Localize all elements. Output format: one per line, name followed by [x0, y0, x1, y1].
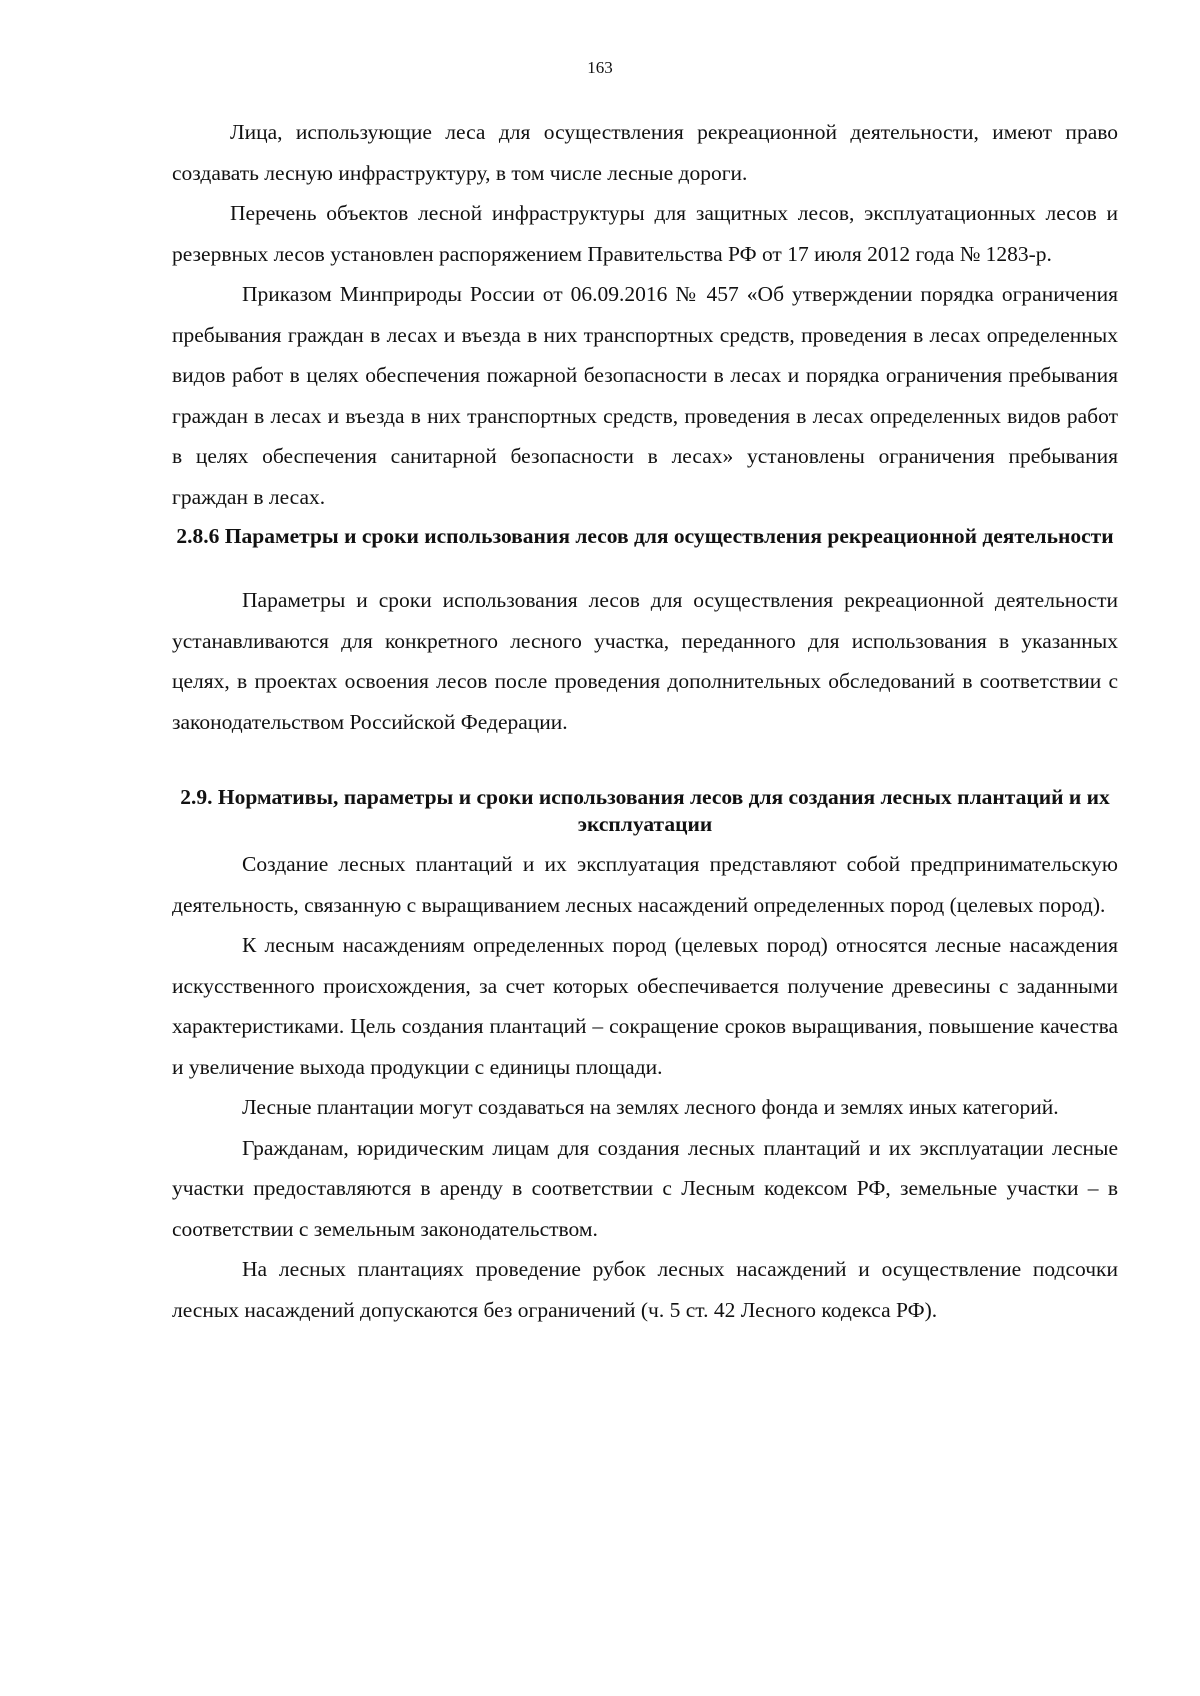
paragraph-felling-tapping: На лесных плантациях проведение рубок лесных насаждений и осуществление подсочки лесных насаждений допускаются без ограничений (ч. 5 ст. 42 Лесного кодекса РФ).	[172, 1257, 1118, 1322]
paragraph-target-species: К лесным насаждениям определенных пород (целевых пород) относятся лесные насаждения искусственного происхождения, за счет которых обеспечивается получение древесины с заданными характеристиками. Цель создания плантаций – сокращение сроков выращивания, повышение качества и увеличение выхода продукции с единицы площади.	[172, 933, 1118, 1079]
paragraph-lease-provision: Гражданам, юридическим лицам для создания лесных плантаций и их эксплуатации лесные участки предоставляются в аренду в соответствии с Лесным кодексом РФ, земельные участки – в соответствии с земельным законодательством.	[172, 1135, 1118, 1241]
paragraph-plantation-lands: Лесные плантации могут создаваться на землях лесного фонда и землях иных категорий.	[242, 1095, 1059, 1119]
paragraph-infrastructure-list: Перечень объектов лесной инфраструктуры для защитных лесов, эксплуатационных лесов и резервных лесов установлен распоряжением Правительства РФ от 17 июля 2012 года № 1283-р.	[172, 201, 1118, 266]
section-heading-2-9: 2.9. Нормативы, параметры и сроки использования лесов для создания лесных плантаций и их эксплуатации	[180, 785, 1110, 836]
section-heading-2-8-6: 2.8.6 Параметры и сроки использования лесов для осуществления рекреационной деятельности	[176, 524, 1114, 548]
paragraph-plantations-business: Создание лесных плантаций и их эксплуатация представляют собой предпринимательскую деятельность, связанную с выращиванием лесных насаждений определенных пород (целевых пород).	[172, 852, 1118, 917]
page-number: 163	[587, 58, 613, 77]
paragraph-recreation-parameters: Параметры и сроки использования лесов для осуществления рекреационной деятельности устанавливаются для конкретного лесного участка, переданного для использования в указанных целях, в проектах освоения лесов после проведения дополнительных обследований в соответствии с законодательством Российской Федерации.	[172, 588, 1118, 734]
page-body	[172, 112, 1118, 1330]
paragraph-minprirody-order: Приказом Минприроды России от 06.09.2016 № 457 «Об утверждении порядка ограничения пребывания граждан в лесах и въезда в них транспортных средств, проведения в лесах определенных видов работ в целях обеспечения пожарной безопасности в лесах и порядка ограничения пребывания граждан в лесах и въезда в них транспортных средств, проведения в лесах определенных видов работ в целях обеспечения санитарной безопасности в лесах» установлены ограничения пребывания граждан в лесах.	[172, 282, 1118, 509]
paragraph-recreation-infrastructure: Лица, использующие леса для осуществления рекреационной деятельности, имеют право создавать лесную инфраструктуру, в том числе лесные дороги.	[172, 120, 1118, 185]
